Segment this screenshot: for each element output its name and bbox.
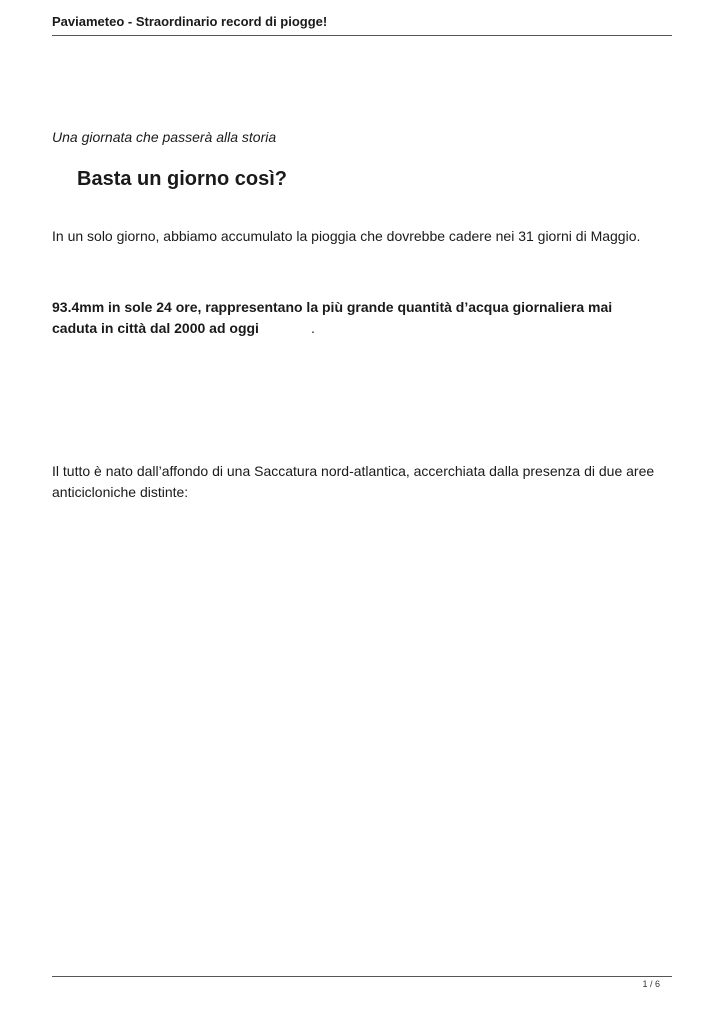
record-line-2: caduta in città dal 2000 ad oggi	[52, 320, 259, 336]
record-line-end: .	[310, 320, 315, 336]
paragraph-record-rainfall	[52, 297, 677, 339]
article-heading: Basta un giorno così?	[77, 168, 288, 190]
record-line-1: 93.4mm in sole 24 ore, rappresentano la più grande quantità d’acqua giornaliera mai	[52, 299, 613, 315]
document-header-title: Paviameteo - Straordinario record di piogge!	[52, 14, 328, 29]
page-number: 1 / 6	[642, 979, 660, 989]
paragraph-rain-accumulation: In un solo giorno, abbiamo accumulato la pioggia che dovrebbe cadere nei 31 giorni di Maggio.	[52, 228, 641, 244]
paragraph-trough-explanation: Il tutto è nato dall’affondo di una Saccatura nord-atlantica, accerchiata dalla presenza di due aree anticicloniche distinte:	[52, 463, 655, 500]
article-subtitle: Una giornata che passerà alla storia	[52, 129, 277, 145]
footer-divider	[52, 976, 672, 977]
header-divider	[52, 35, 672, 36]
